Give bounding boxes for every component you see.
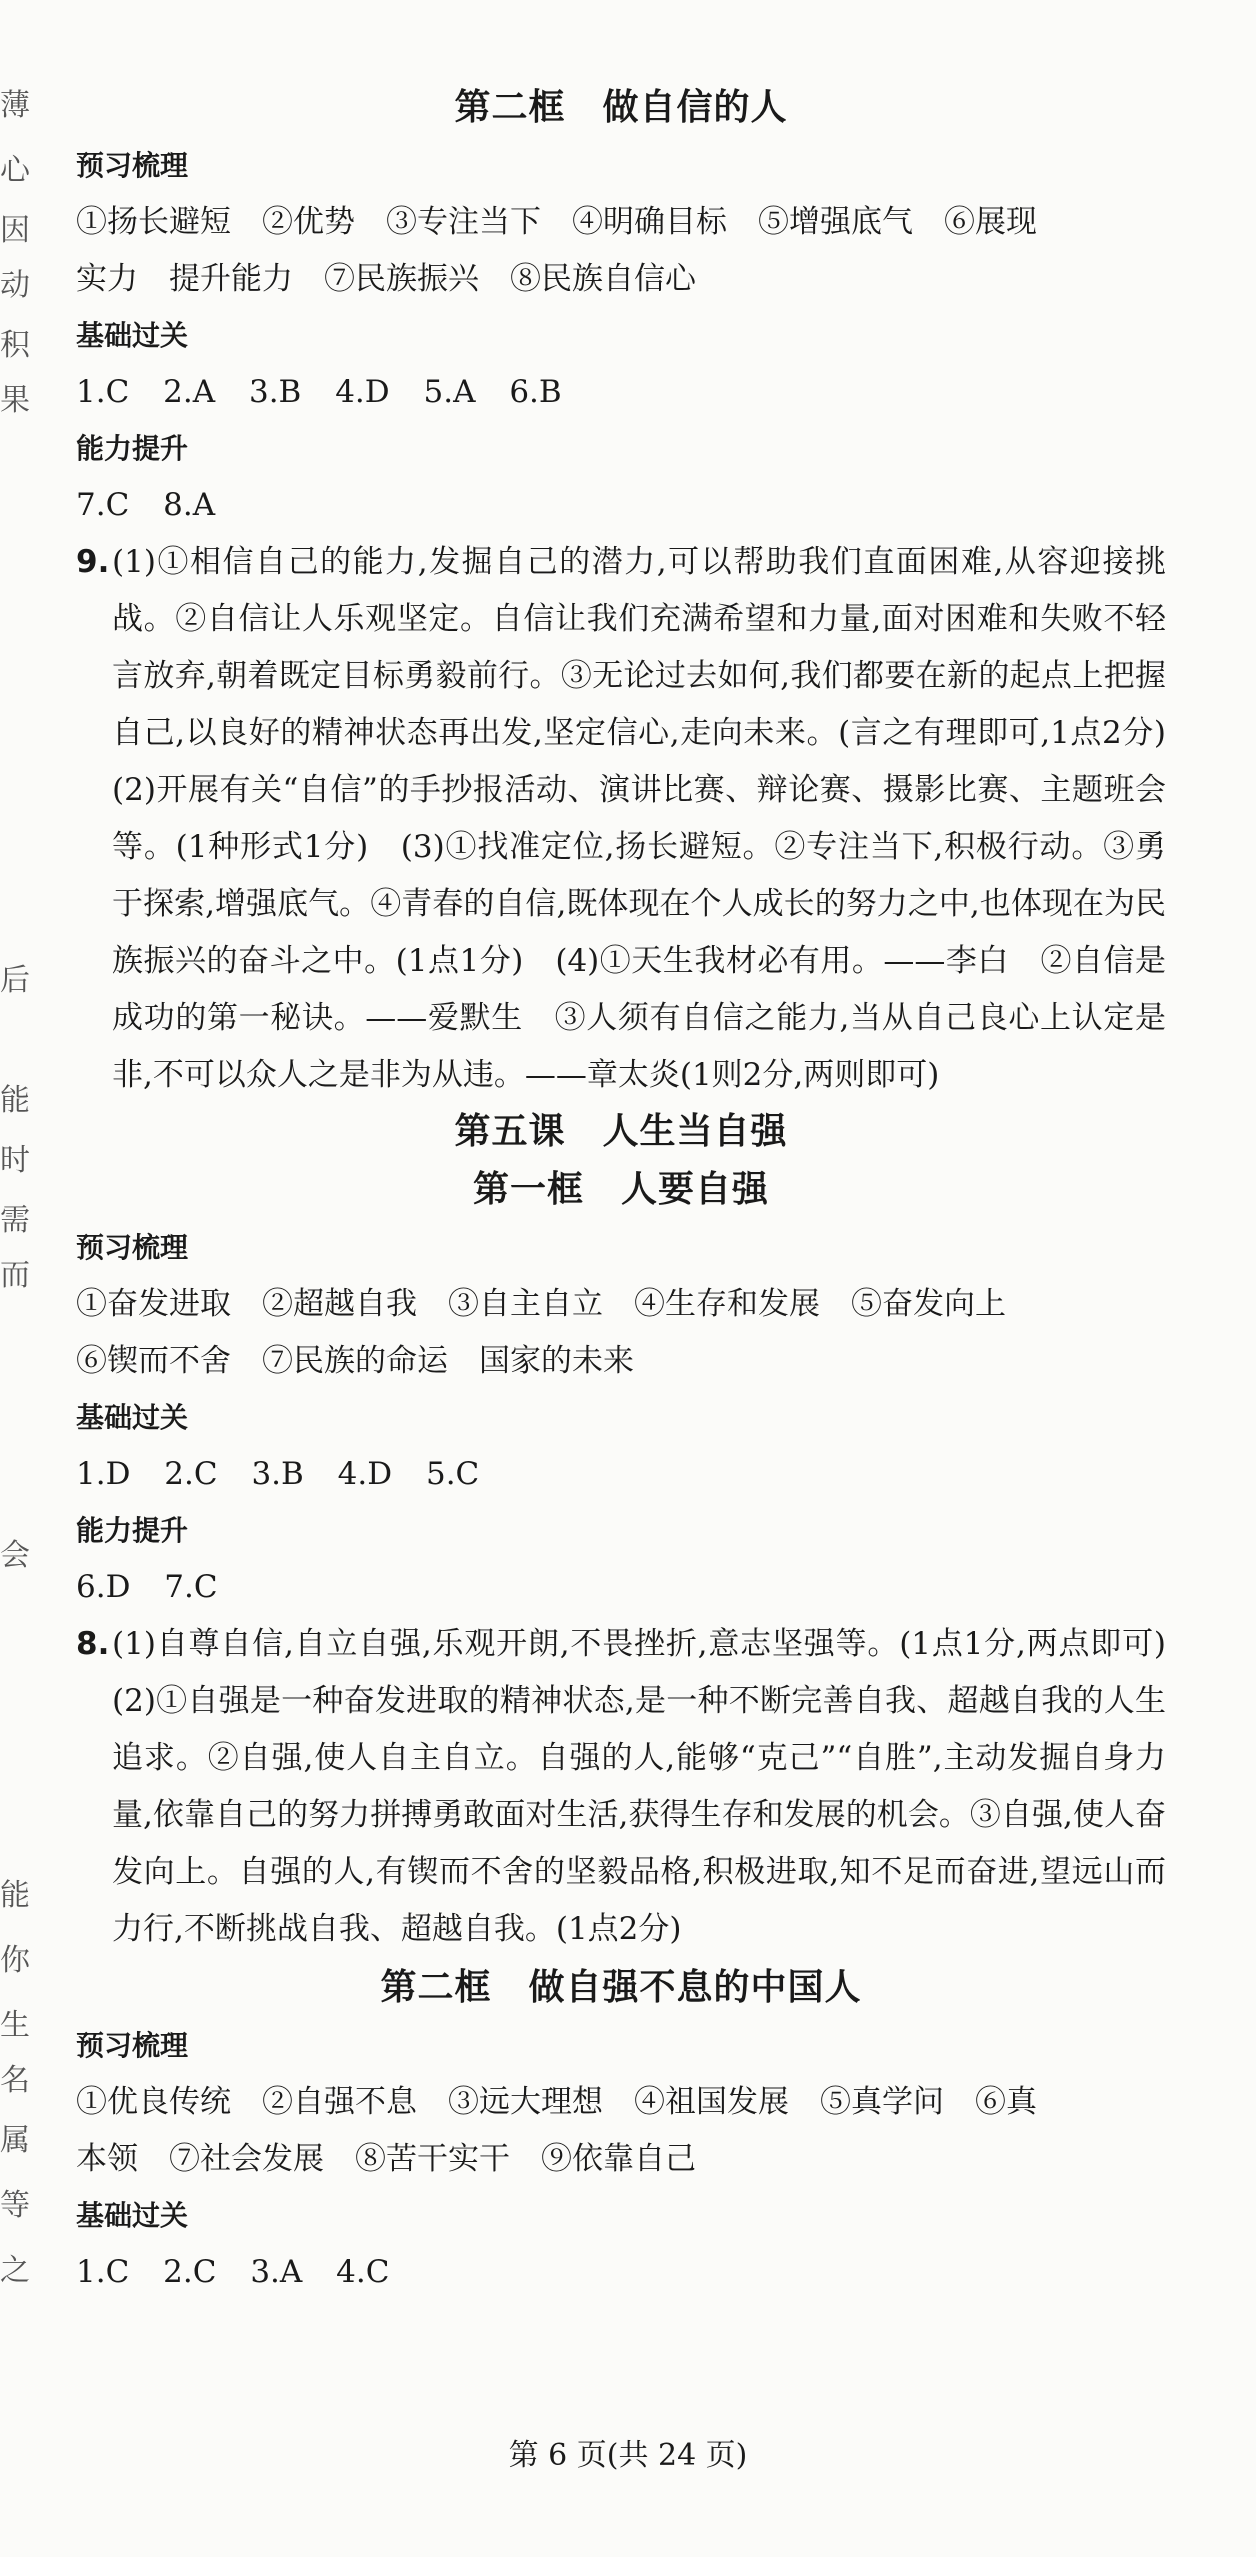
answer-item: 1.D	[76, 1456, 131, 1492]
ability-answers	[76, 477, 1166, 534]
preview-label: 预习梳理	[76, 2029, 189, 2062]
margin-char: 会	[0, 1538, 30, 1573]
answer-item: 8.A	[163, 487, 216, 523]
answer-item: 1.C	[76, 2254, 130, 2290]
ability-answers	[76, 1559, 1166, 1616]
answer-item: 3.B	[248, 374, 302, 410]
answer-item: 4.D	[335, 374, 390, 410]
margin-char: 果	[0, 383, 30, 418]
answer-item: 7.C	[164, 1569, 218, 1605]
answer-item: 6.D	[76, 1569, 131, 1605]
margin-char: 积	[0, 328, 30, 363]
question-text: (1)①相信自己的能力,发掘自己的潜力,可以帮助我们直面困难,从容迎接挑战。②自信让人乐观坚定。自信让我们充满希望和力量,面对困难和失败不轻言放弃,朝着既定目标勇毅前行。③无论过去如何,我们都要在新的起点上把握自己,以良好的精神状态再出发,坚定信心,走向未来。(言之有理即可,1点2分) (2)开展有关“自信”的手抄报活动、演讲比赛、辩论赛、摄影比赛、主题班会等。(1种形式1分) (3)①找准定位,扬长避短。②专注当下,积极行动。③勇于探索,增强底气。④青春的自信,既体现在个人成长的努力之中,也体现在为民族振兴的奋斗之中。(1点1分) (4)①天生我材必有用。——李白 ②自信是成功的第一秘诀。——爱默生 ③人须有自信之能力,当从自己良心上认定是非,不可以众人之是非为从违。——章太炎(1则2分,两则即可)	[112, 544, 1197, 1093]
margin-char: 之	[0, 2253, 30, 2288]
frame-title: 第二框 做自信的人	[454, 87, 788, 128]
answer-item: 1.C	[76, 374, 130, 410]
answer-item: 5.C	[425, 1456, 480, 1492]
preview-label: 预习梳理	[76, 1231, 189, 1264]
question-number: 8.	[76, 1626, 110, 1662]
preview-line: ①奋发进取 ②超越自我 ③自主自立 ④生存和发展 ⑤奋发向上	[76, 1286, 1006, 1322]
preview-line: 本领 ⑦社会发展 ⑧苦干实干 ⑨依靠自己	[76, 2141, 696, 2177]
margin-char: 属	[0, 2123, 30, 2158]
ability-label: 能力提升	[76, 432, 189, 465]
margin-char: 你	[0, 1943, 30, 1978]
basic-label: 基础过关	[76, 319, 189, 352]
margin-char: 需	[0, 1203, 30, 1238]
answer-item: 3.B	[251, 1456, 304, 1492]
margin-char: 生	[0, 2008, 30, 2043]
question-number: 9.	[76, 544, 110, 580]
basic-answers	[76, 2244, 1166, 2301]
answer-item: 2.C	[163, 2254, 217, 2290]
margin-char: 名	[0, 2063, 30, 2098]
answer-page	[76, 78, 1197, 2301]
answer-item: 2.A	[163, 374, 216, 410]
question-text: (1)自尊自信,自立自强,乐观开朗,不畏挫折,意志坚强等。(1点1分,两点即可) (2)①自强是一种奋发进取的精神状态,是一种不断完善自我、超越自我的人生追求。②自强,使人自主自立。自强的人,能够“克己”“自胜”,主动发掘自身力量,依靠自己的努力拼搏勇敢面对生活,获得生存和发展的机会。③自强,使人奋发向上。自强的人,有锲而不舍的坚毅品格,积极进取,知不足而奋进,望远山而力行,不断挑战自我、超越自我。(1点2分)	[112, 1626, 1197, 1947]
page-footer: 第 6 页(共 24 页)	[508, 2438, 748, 2473]
margin-char: 后	[0, 963, 30, 998]
preview-line: ①优良传统 ②自强不息 ③远大理想 ④祖国发展 ⑤真学问 ⑥真	[76, 2084, 1037, 2120]
basic-answers	[76, 364, 1166, 421]
margin-char: 时	[0, 1143, 30, 1178]
margin-char: 薄	[0, 88, 30, 123]
preview-line: ①扬长避短 ②优势 ③专注当下 ④明确目标 ⑤增强底气 ⑥展现	[76, 204, 1037, 240]
margin-char: 心	[0, 153, 30, 188]
margin-char: 等	[0, 2188, 30, 2223]
preview-line: ⑥锲而不舍 ⑦民族的命运 国家的未来	[76, 1343, 634, 1379]
margin-char: 因	[0, 213, 30, 248]
basic-label: 基础过关	[76, 2199, 189, 2232]
ability-label: 能力提升	[76, 1514, 189, 1547]
answer-item: 2.C	[164, 1456, 218, 1492]
question-answer	[76, 534, 1197, 1104]
preview-line: 实力 提升能力 ⑦民族振兴 ⑧民族自信心	[76, 261, 696, 297]
frame-title: 第一框 人要自强	[472, 1169, 769, 1210]
margin-char: 能	[0, 1083, 30, 1118]
preview-label: 预习梳理	[76, 149, 189, 182]
margin-char: 能	[0, 1878, 30, 1913]
answer-item: 6.B	[509, 374, 562, 410]
margin-char: 动	[0, 268, 30, 303]
question-answer	[76, 1616, 1197, 1958]
basic-answers	[76, 1446, 1166, 1503]
lesson-title: 第五课 人生当自强	[454, 1111, 788, 1152]
answer-item: 5.A	[423, 374, 476, 410]
answer-item: 4.D	[337, 1456, 393, 1492]
frame-title: 第二框 做自强不息的中国人	[380, 1967, 862, 2008]
basic-label: 基础过关	[76, 1401, 189, 1434]
left-margin-bleed	[0, 0, 30, 2557]
margin-char: 而	[0, 1258, 30, 1293]
answer-item: 7.C	[76, 487, 130, 523]
answer-item: 3.A	[250, 2254, 303, 2290]
answer-item: 4.C	[336, 2254, 390, 2290]
